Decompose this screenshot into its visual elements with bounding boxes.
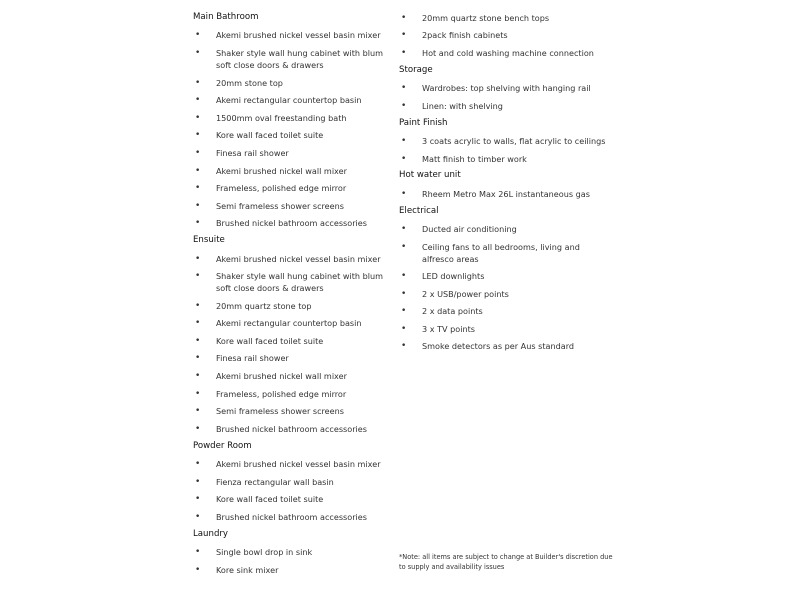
list-item: • 2pack finish cabinets [399,27,614,45]
disclaimer-note: *Note: all items are subject to change at Builder's discretion due to supply and availability issues [399,553,613,571]
section-heading: Electrical [399,205,439,216]
list-item: • Kore sink mixer [193,561,393,579]
item-list [193,250,393,438]
section-heading: Laundry [193,528,229,539]
section-heading: Paint Finish [399,117,448,128]
list-item: • Kore wall faced toilet suite [193,127,393,145]
section-hot-water-unit [399,167,614,202]
list-item: • Shaker style wall hung cabinet with blum soft close doors & drawers [193,44,393,74]
section-ensuite [193,232,393,438]
list-item: • Semi frameless shower screens [193,197,393,215]
list-item: • Akemi brushed nickel wall mixer [193,162,393,180]
item-list [193,543,393,578]
list-item: • Smoke detectors as per Aus standard [399,338,614,356]
right-column [399,9,614,355]
list-item: • Kore wall faced toilet suite [193,490,393,508]
list-item: • Ceiling fans to all bedrooms, living and alfresco areas [399,238,614,268]
list-item: • Matt finish to timber work [399,150,614,168]
list-item: • Finesa rail shower [193,350,393,368]
section-storage [399,62,614,115]
list-item: • Akemi brushed nickel vessel basin mixer [193,455,393,473]
list-item: • 20mm quartz stone bench tops [399,9,614,27]
list-item: • Single bowl drop in sink [193,543,393,561]
item-list [399,132,614,167]
list-item: • Akemi brushed nickel wall mixer [193,367,393,385]
item-list [399,220,614,355]
left-column [193,9,393,578]
section-heading: Ensuite [193,235,225,246]
list-item: • 3 x TV points [399,320,614,338]
list-item: • 2 x USB/power points [399,285,614,303]
list-item: • 2 x data points [399,303,614,321]
list-item: • 1500mm oval freestanding bath [193,109,393,127]
list-item: • Akemi brushed nickel vessel basin mixer [193,27,393,45]
section-heading: Powder Room [193,440,252,451]
list-item: • Frameless, polished edge mirror [193,179,393,197]
section-electrical [399,203,614,356]
list-item: • Brushed nickel bathroom accessories [193,508,393,526]
item-list [399,79,614,114]
laundry-continued-list [399,9,614,62]
section-powder-room [193,438,393,526]
section-main-bathroom [193,9,393,232]
list-item: • Kore wall faced toilet suite [193,332,393,350]
list-item: • Semi frameless shower screens [193,402,393,420]
list-item: • Rheem Metro Max 26L instantaneous gas [399,185,614,203]
list-item: • Shaker style wall hung cabinet with blum soft close doors & drawers [193,267,393,297]
list-item: • Fienza rectangular wall basin [193,473,393,491]
section-paint-finish [399,115,614,168]
list-item: • Akemi brushed nickel vessel basin mixer [193,250,393,268]
list-item: • Wardrobes: top shelving with hanging rail [399,79,614,97]
list-item: • Akemi rectangular countertop basin [193,315,393,333]
list-item: • Frameless, polished edge mirror [193,385,393,403]
list-item: • Linen: with shelving [399,97,614,115]
list-item: • Brushed nickel bathroom accessories [193,215,393,233]
section-heading: Storage [399,64,433,75]
list-item: • Hot and cold washing machine connection [399,44,614,62]
section-heading: Main Bathroom [193,12,259,22]
list-item: • Finesa rail shower [193,144,393,162]
list-item: • 20mm quartz stone top [193,297,393,315]
list-item: • Akemi rectangular countertop basin [193,91,393,109]
list-item: • Ducted air conditioning [399,220,614,238]
item-list [399,185,614,203]
section-heading: Hot water unit [399,170,461,181]
item-list [193,455,393,525]
list-item: • 20mm stone top [193,74,393,92]
list-item: • LED downlights [399,267,614,285]
item-list [193,27,393,233]
list-item: • Brushed nickel bathroom accessories [193,420,393,438]
section-laundry [193,526,393,579]
list-item: • 3 coats acrylic to walls, flat acrylic to ceilings [399,132,614,150]
